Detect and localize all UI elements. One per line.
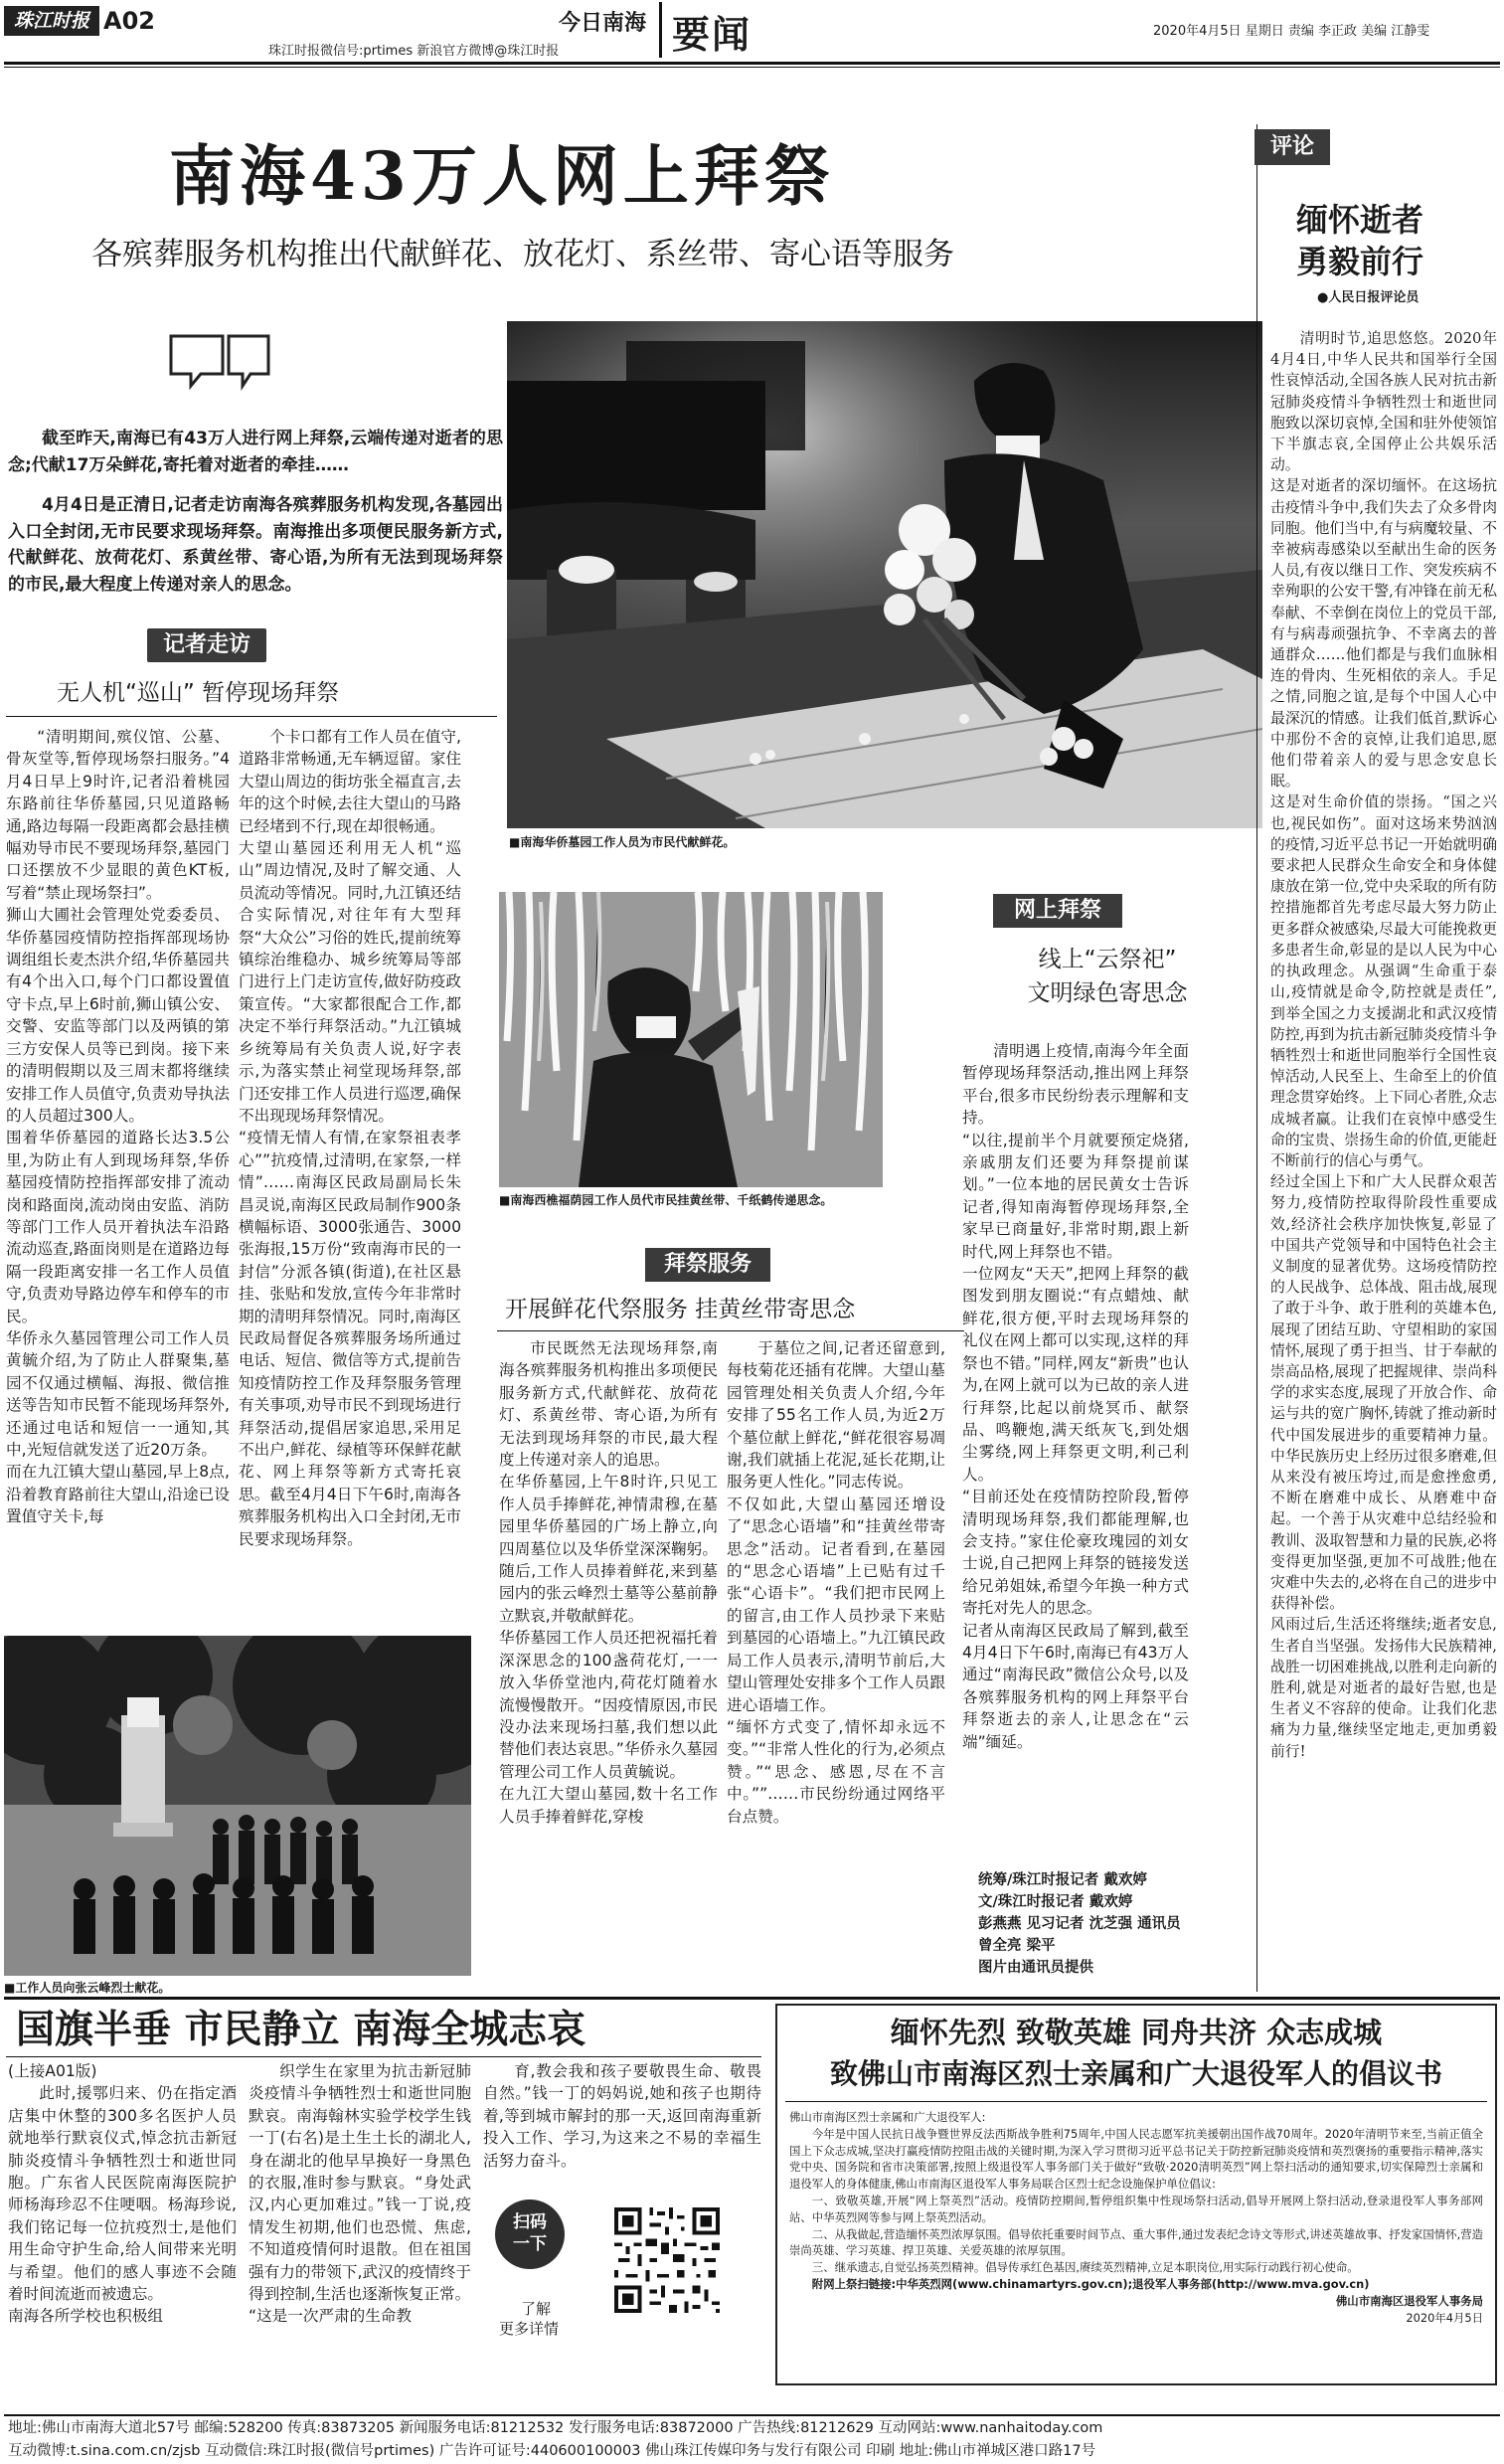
service-column-2 — [727, 1337, 945, 2014]
proposal-box — [775, 2004, 1497, 2385]
article-body: 市民既然无法现场拜祭,南海各殡葬服务机构推出多项便民服务新方式,代献鲜花、放荷花灯、系黄丝带、寄心语,为所有无法到现场拜祭的市民,最大程度上传递对亲人的追思。 在华侨墓园,上午8时许,只见工作人员手捧鲜花,神情肃穆,在墓园里华侨墓园的广场上静立,向四周墓位以及华侨堂深深鞠躬。随后,工作人员捧着鲜花,来到墓园内的张云峰烈士墓等公墓前静立默哀,并敬献鲜花。 华侨墓园工作人员还把祝福托着深深思念的100盏荷花灯,一一放入华侨堂池内,荷花灯随着水流慢慢散开。“因疫情原因,市民没办法来现场扫墓,我们想以此替他们表达哀思。”华侨永久墓园管理公司工作人员黄毓说。 在九江大望山墓园,数十名工作人员手捧着鲜花,穿梭 — [499, 1339, 718, 1826]
proposal-item: 一、致敬英雄,开展“网上祭英烈”活动。疫情防控期间,暂停组织集中性现场祭扫活动,倡导开展网上祭扫活动,登录退役军人事务部网站、中华英烈网等参与网上祭英烈活动。 — [789, 2193, 1483, 2224]
photo-martyr-memorial — [4, 1636, 471, 1976]
column-rule — [1256, 124, 1257, 1992]
header-rule — [4, 62, 1500, 65]
page-number: A02 — [103, 7, 155, 35]
section-tag-online: 网上拜祭 — [993, 894, 1122, 928]
online-column — [962, 1040, 1189, 1975]
qr-code[interactable] — [610, 2203, 724, 2317]
article-body: 织学生在家里为抗击新冠肺炎疫情斗争牺牲烈士和逝世同胞默哀。南海翰林实验学校学生钱一丁(右名)是土生土长的湖北人,身在湖北的他早早换好一身黑色的衣服,准时参与默哀。“身处武汉,内心更加难过。”钱一丁说,疫情发生初期,他们也恐慌、焦虑,不知道疫情何时退散。但在祖国强有力的带领下,武汉的疫情终于得到控制,生活也逐渐恢复正常。 “这是一次严肃的生命教 — [249, 2062, 471, 2326]
comment-column — [1270, 328, 1497, 2009]
section-divider — [659, 2, 662, 58]
proposal-item: 三、继承遗志,自觉弘扬英烈精神。倡导传承红色基因,赓续英烈精神,立足本职岗位,用实际行动践行初心使命。 — [811, 2260, 1359, 2275]
divider — [785, 2101, 1487, 2102]
lead-subtitle: 各殡葬服务机构推出代献鲜花、放花灯、系丝带、寄心语等服务 — [91, 237, 954, 272]
more-label: 了解 — [521, 2300, 552, 2318]
section-tag-reporter: 记者走访 — [147, 628, 266, 662]
photo-yellow-ribbons — [499, 892, 883, 1187]
reporter-title: 无人机“巡山” 暂停现场拜祭 — [57, 680, 340, 706]
divider — [6, 716, 497, 717]
footer-rule — [4, 2414, 1500, 2416]
photo-caption: ■南海西樵福荫园工作人员代市民挂黄丝带、千纸鹤传递思念。 — [499, 1193, 833, 1207]
divider — [497, 1330, 964, 1331]
proposal-date: 2020年4月5日 — [1406, 2310, 1483, 2325]
proposal-title-2: 致佛山市南海区烈士亲属和广大退役军人的倡议书 — [829, 2057, 1442, 2090]
lead-intro — [8, 426, 503, 634]
credits — [978, 1869, 1193, 1979]
scan-badge — [495, 2200, 565, 2269]
proposal-salutation: 佛山市南海区烈士亲属和广大退役军人: — [789, 2110, 986, 2124]
section-tag-service: 拜祭服务 — [645, 1248, 770, 1282]
article-body: 此时,援鄂归来、仍在指定酒店集中休整的300多名医护人员就地举行默哀仪式,悼念抗击新冠肺炎疫情斗争牺牲烈士和逝世同胞。广东省人民医院南海医院护师杨海珍忍不住哽咽。杨海珍说,我们铭记每一位抗疫烈士,是他们用生命守护生命,给人间带来光明与希望。他们的感人事迹不会随着时间流逝而被遗忘。 南海各所学校也积极组 — [8, 2084, 237, 2326]
date-line: 2020年4月5日 星期日 责编 李正政 美编 江静雯 — [1153, 24, 1430, 39]
speech-bubble-icon — [167, 332, 272, 410]
photo-caption: ■南海华侨墓园工作人员为市民代献鲜花。 — [509, 835, 736, 849]
footer-line-2: 互动微博:t.sina.com.cn/zjsb 互动微信:珠江时报(微信号prtimes) 广告许可证号:440600100003 佛山珠江传媒印务与发行有限公司 印刷 地址:佛山市禅城区港口路17号 — [8, 2443, 1096, 2459]
bottom-column-2 — [249, 2060, 471, 2380]
article-body: 个卡口都有工作人员在值守,道路非常畅通,无车辆逗留。家住大望山周边的街坊张全福直言,去年的这个时候,去往大望山的马路已经堵到不行,现在却很畅通。 大望山墓园还利用无人机“巡山”周边情况,及时了解交通、人员流动等情况。同时,九江镇还结合实际情况,对往年有大型拜祭“大众公”习俗的姓氏,提前统筹镇综治维稳办、城乡统筹局等部门进行上门走访宣传,做好防疫政策宣传。“大家都很配合工作,都决定不举行拜祭活动。”九江镇城乡统筹局有关负责人说,好字表示,为落实禁止祠堂现场拜祭,部门还安排工作人员进行巡逻,确保不出现现场拜祭情况。 “疫情无情人有情,在家祭祖表孝心””抗疫情,过清明,在家祭,一样情”……南海区民政局副局长朱昌灵说,南海区民政局制作900条横幅标语、3000张通告、3000张海报,15万份“致南海市民的一封信”分派各镇(街道),在社区悬挂、张贴和发放,宣传今年非常时期的清明拜祭情况。同时,南海区民政局督促各殡葬服务场所通过电话、短信、微信等方式,提前告知疫情防控工作及拜祭服务管理有关事项,劝导市民不到现场进行拜祭活动,提倡居家追思,采用足不出户,鲜花、绿植等环保鲜花献花、网上拜祭等新方式寄托哀思。截至4月4日下午6时,南海各殡葬服务机构出入口全封闭,无市民要求现场拜祭。 — [239, 728, 461, 1548]
lead-paragraph: 截至昨天,南海已有43万人进行网上拜祭,云端传递对逝者的思念;代献17万朵鲜花,寄托着对逝者的牵挂…… — [8, 429, 503, 475]
proposal-links[interactable]: 附网上祭扫链接:中华英烈网(www.chinamartyrs.gov.cn);退役军人事务部(http://www.mva.gov.cn) — [811, 2276, 1370, 2291]
header-rule-thin — [4, 67, 1500, 68]
proposal-title-1: 缅怀先烈 致敬英雄 同舟共济 众志成城 — [890, 2016, 1383, 2049]
credit-line: 彭燕燕 见习记者 沈芝强 通讯员 曾全亮 梁平 — [978, 1916, 1181, 1954]
lead-paragraph: 4月4日是正清日,记者走访南海各殡葬服务机构发现,各墓园出入口全封闭,无市民要求现场拜祭。南海推出多项便民服务新方式,代献鲜花、放荷花灯、系黄丝带、寄心语,为所有无法到现场拜祭的市民,最大程度上传递对亲人的思念。 — [8, 495, 503, 595]
photo-flower-tribute — [507, 321, 1262, 828]
logo: 珠江时报 — [4, 6, 99, 36]
online-title-1: 线上“云祭祀” — [1038, 947, 1177, 972]
credit-line: 统筹/珠江时报记者 戴欢婷 — [978, 1872, 1147, 1888]
lead-title: 南海43万人网上拜祭 — [169, 137, 835, 215]
article-body: 清明时节,追思悠悠。2020年4月4日,中华人民共和国举行全国性哀悼活动,全国各族人民对抗击新冠肺炎疫情斗争牺牲烈士和逝世同胞致以深切哀悼,全国和驻外使领馆下半旗志哀,全国停止公共娱乐活动。 这是对逝者的深切缅怀。在这场抗击疫情斗争中,我们失去了众多骨肉同胞。他们当中,有与病魔较量、不幸被病毒感染以至献出生命的医务人员,有夜以继日工作、突发疾病不幸殉职的公安干警,有冲锋在前无私奉献、不幸倒在岗位上的党员干部,有与病毒顽强抗争、不幸离去的普通群众……他们都是与我们血脉相连的骨肉、生死相依的亲人。手足之情,同胞之谊,是每个中国人心中最深沉的情感。让我们低首,默诉心中那份不舍的哀悼,让我们追思,愿他们带着亲人的爱与思念安息长眠。 这是对生命价值的崇扬。“国之兴也,视民如伤”。面对这场来势汹汹的疫情,习近平总书记一开始就明确要求把人民群众生命安全和身体健康放在第一位,党中央采取的所有防控措施都首先考虑尽最大努力防止更多群众被感染,尽最大可能挽救更多患者生命,彰显的是以人民为中心的执政理念。从强调“生命重于泰山,疫情就是命令,防控就是责任”,到举全国之力支援湖北和武汉疫情防控,再到为抗击新冠肺炎疫情斗争牺牲烈士和逝世同胞举行全国性哀悼活动,人民至上、生命至上的价值理念贯穿始终。上下同心者胜,众志成城者赢。让我们在哀悼中感受生命的宝贵、崇扬生命的价值,更能赶不断前行的信心与勇气。 经过全国上下和广大人民群众艰苦努力,疫情防控取得阶段性重要成效,经济社会秩序加快恢复,彰显了中国共产党领导和中国特色社会主义制度的显著优势。这场疫情防控的人民战争、总体战、阻击战,展现了敢于斗争、敢于胜利的英雄本色,展现了团结互助、守望相助的家国情怀,展现了勇于担当、甘于奉献的崇高品格,展现了把握规律、崇尚科学的求实态度,展现了开放合作、命运与共的宽广胸怀,铸就了推动新时代中国发展进步的重要精神力量。中华民族历史上经历过很多磨难,但从来没有被压垮过,而是愈挫愈勇,不断在磨难中成长、从磨难中奋起。一个善于从灾难中总结经验和教训、汲取智慧和力量的民族,必将变得更加坚强,更加不可战胜;他在灾难中失去的,必将在自己的进步中获得补偿。 风雨过后,生活还将继续;逝者安息,生者自当坚强。发扬伟大民族精神,战胜一切困难挑战,以胜利走向新的胜利,就是对逝者的最好告慰,也是生者义不容辞的使命。让我们化悲痛为力量,继续坚定地走,更加勇毅前行! — [1270, 330, 1497, 1760]
more-label: 更多详情 — [499, 2320, 560, 2338]
credit-line: 文/珠江时报记者 戴欢婷 — [978, 1894, 1133, 1910]
section-name: 要闻 — [672, 12, 752, 57]
masthead — [0, 0, 1504, 62]
reporter-column-2 — [239, 726, 461, 1705]
scan-label: 一下 — [513, 2234, 547, 2254]
section-tag-comment: 评论 — [1254, 129, 1330, 165]
footer-line-1: 地址:佛山市南海大道北57号 邮编:528200 传真:83873205 新闻服务电话:81212532 发行服务电话:83872000 广告热线:81212629 互动网站:www.nanhaitoday.com — [8, 2420, 1103, 2436]
service-column-1 — [499, 1337, 718, 2014]
article-body: 于墓位之间,记者还留意到,每枝菊花还插有花牌。大望山墓园管理处相关负责人介绍,今年安排了55名工作人员,为近2万个墓位献上鲜花,“鲜花很容易凋谢,我们就插上花泥,延长花期,让服务更人性化。”同志传说。 不仅如此,大望山墓园还增设了“思念心语墙”和“挂黄丝带寄思念”活动。记者看到,在墓园的“思念心语墙”上已贴有过千张“心语卡”。“我们把市民网上的留言,由工作人员抄录下来贴到墓园的心语墙上。”九江镇民政局工作人员表示,清明节前后,大望山管理处安排多个工作人员跟进心语墙工作。 “缅怀方式变了,情怀却永远不变。”“非常人性化的行为,必须点赞。”“思念、感恩,尽在不言中。””……市民纷纷通过网络平台点赞。 — [727, 1339, 945, 1826]
scan-label: 扫码 — [513, 2212, 547, 2232]
article-body: 育,教会我和孩子要敬畏生命、敬畏自然。”钱一丁的妈妈说,她和孩子也期待着,等到城市解封的那一天,返回南海重新投入工作、学习,为这来之不易的幸福生活努力奋斗。 — [483, 2062, 761, 2170]
comment-byline: ●人民日报评论员 — [1317, 290, 1420, 305]
proposal-paragraph: 今年是中国人民抗日战争暨世界反法西斯战争胜利75周年,中国人民志愿军抗美援朝出国作战70周年。2020年清明节来至,当前正值全国上下众志成城,坚决打赢疫情防控阻击战的关键时期,为深入学习贯彻习近平总书记关于防控新冠肺炎疫情和英烈褒扬的重要指示精神,落实党中央、国务院和省市决策部署,按照上级退役军人事务部门关于做好“致敬·2020清明英烈”网上祭扫活动的通知要求,切实保障烈士亲属和退役军人的身体健康,佛山市南海区退役军人事务局联合区烈士纪念设施保护单位倡议: — [789, 2126, 1483, 2192]
proposal-item: 二、从我做起,营造缅怀英烈浓厚氛围。倡导依托重要时间节点、重大事件,通过发表纪念诗文等形式,讲述英雄故事、抒发家国情怀,营造崇尚英雄、学习英雄、捍卫英雄、关爱英雄的浓厚氛围。 — [789, 2226, 1483, 2258]
comment-title-1: 缅怀逝者 — [1296, 201, 1424, 239]
service-title: 开展鲜花代祭服务 挂黄丝带寄思念 — [505, 1297, 856, 1322]
section-label: 今日南海 — [559, 10, 647, 36]
proposal-body — [789, 2109, 1483, 2326]
online-title-2: 文明绿色寄思念 — [1027, 980, 1188, 1006]
bottom-column-3 — [483, 2060, 761, 2190]
bottom-left-title: 国旗半垂 市民静立 南海全城志哀 — [16, 2008, 586, 2052]
photo-caption: ■工作人员向张云峰烈士献花。 — [4, 1981, 171, 1995]
article-body: 清明遇上疫情,南海今年全面暂停现场拜祭活动,推出网上拜祭平台,很多市民纷纷表示理解和支持。 “以往,提前半个月就要预定烧猪,亲戚朋友们还要为拜祭提前谋划。”一位本地的居民黄女士告诉记者,得知南海暂停现场拜祭,全家早已商量好,非常时期,跟上新时代,网上拜祭也不错。 一位网友“天天”,把网上拜祭的截图发到朋友圈说:“有点蜡烛、献鲜花,很方便,平时去现场拜祭的礼仪在网上都可以实现,这样的拜祭也不错。”同样,网友“新贵”也认为,在网上就可以为已故的亲人进行拜祭,比起以前烧冥币、献祭品、鸣鞭炮,满天纸灰飞,到处烟尘雾绕,网上拜祭更文明,利己利人。 “目前还处在疫情防控阶段,暂停清明现场拜祭,我们都能理解,也会支持。”家住伦豪玫瑰园的刘女士说,自己把网上拜祭的链接发送给兄弟姐妹,希望今年换一种方式寄托对先人的思念。 记者从南海区民政局了解到,截至4月4日下午6时,南海已有43万人通过“南海民政”微信公众号,以及各殡葬服务机构的网上拜祭平台拜祭逝去的亲人,让思念在“云端”缅延。 — [962, 1042, 1189, 1751]
credit-line: 图片由通讯员提供 — [978, 1960, 1093, 1976]
section-rule — [4, 1997, 1500, 2000]
divider — [6, 2056, 761, 2057]
lead-ref: (上接A01版) — [8, 2062, 97, 2080]
bottom-column-1 — [8, 2060, 237, 2380]
comment-title-2: 勇毅前行 — [1296, 243, 1424, 280]
proposal-sign: 佛山市南海区退役军人事务局 — [1335, 2293, 1483, 2308]
more-details-label — [499, 2299, 560, 2339]
wechat-line: 珠江时报微信号:prtimes 新浪官方微博@珠江时报 — [268, 44, 560, 59]
article-body: “清明期间,殡仪馆、公墓、骨灰堂等,暂停现场祭扫服务。”4月4日早上9时许,记者沿着桃园东路前往华侨墓园,只见道路畅通,路边每隔一段距离都会悬挂横幅劝导市民不要现场拜祭,墓园门口还摆放不少显眼的黄色KT板,写着“禁止现场祭扫”。 狮山大圃社会管理处党委委员、华侨墓园疫情防控指挥部现场协调组组长麦杰洪介绍,华侨墓园共有4个出入口,每个门口都设置值守卡点,早上6时前,狮山镇公安、交警、安监等部门以及两镇的第三方安保人员等已到岗。接下来的清明假期以及三周末都将继续安排工作人员值守,负责劝导执法的人员超过300人。 围着华侨墓园的道路长达3.5公里,为防止有人到现场拜祭,华侨墓园疫情防控指挥部安排了流动岗和路面岗,流动岗由安监、消防等部门工作人员开着执法车沿路流动巡查,路面岗则是在道路边每隔一段距离安排一名工作人员值守,负责劝导路边停车和停车的市民。 华侨永久墓园管理公司工作人员黄毓介绍,为了防止人群聚集,墓园不仅通过横幅、海报、微信推送等告知市民暂不能现场拜祭外,还通过电话和短信一一通知,其中,光短信就发送了近20万条。 而在九江镇大望山墓园,早上8点,沿着教育路前往大望山,沿途已设置值守关卡,每 — [6, 728, 230, 1526]
